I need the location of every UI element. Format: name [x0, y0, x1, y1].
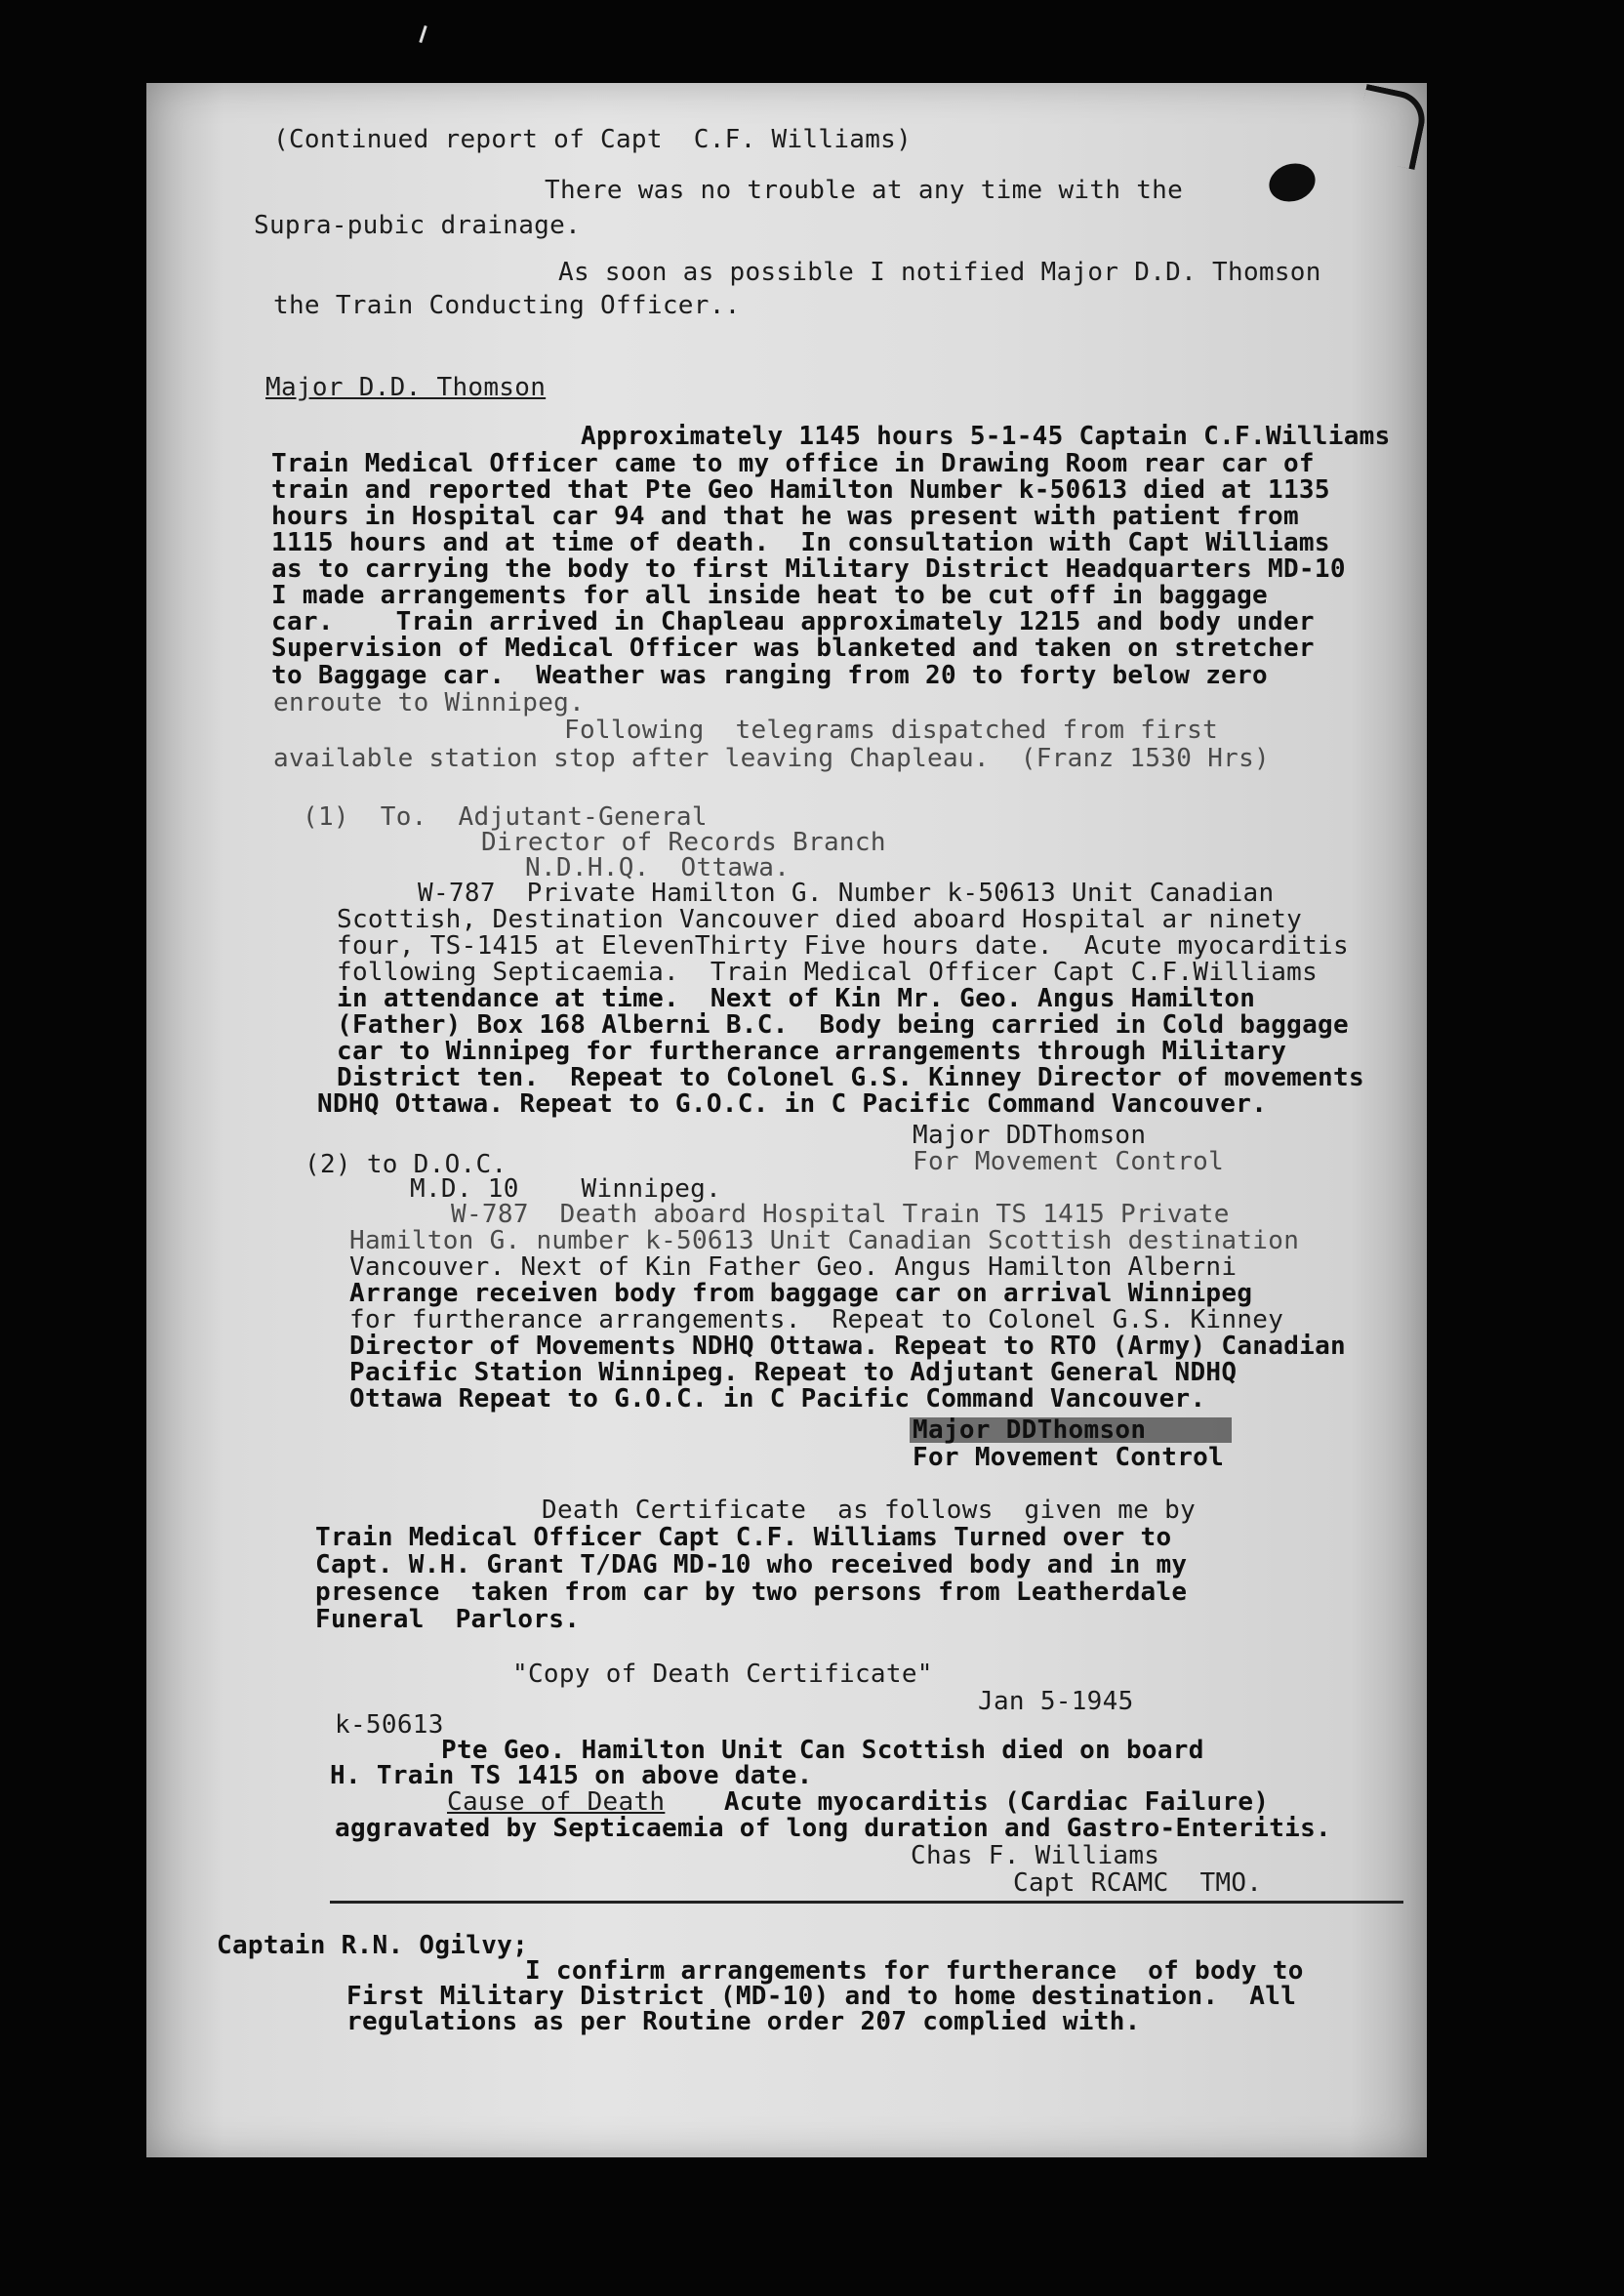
thomson-line-13: available station stop after leaving Chapleau. (Franz 1530 Hrs)	[273, 744, 1271, 773]
telegram1-line-9: (Father) Box 168 Alberni B.C. Body being carried in Cold baggage	[337, 1010, 1349, 1040]
telegram1-line-11: District ten. Repeat to Colonel G.S. Kinney Director of movements	[337, 1063, 1364, 1092]
cert-cause-label: Cause of Death	[447, 1787, 666, 1817]
telegram1-line-7: following Septicaemia. Train Medical Officer Capt C.F.Williams	[337, 958, 1319, 987]
telegram1-line-6: four, TS-1415 at ElevenThirty Five hours date. Acute myocarditis	[337, 931, 1349, 961]
thomson-line-2: Train Medical Officer came to my office in Drawing Room rear car of	[271, 449, 1315, 478]
thomson-line-3: train and reported that Pte Geo Hamilton Number k-50613 died at 1135	[271, 475, 1330, 505]
telegram1-line-5: Scottish, Destination Vancouver died aboard Hospital ar ninety	[337, 905, 1303, 934]
cert-signature-title: Capt RCAMC TMO.	[1013, 1868, 1263, 1898]
telegram2-signature: Major DDThomson	[913, 1415, 1147, 1445]
thomson-line-4: hours in Hospital car 94 and that he was present with patient from	[271, 502, 1299, 531]
telegram1-line-2: Director of Records Branch	[481, 828, 886, 857]
cert-line-1: Pte Geo. Hamilton Unit Can Scottish died on board	[441, 1736, 1204, 1765]
telegram1-signature-title: For Movement Control	[913, 1147, 1225, 1176]
cert-line-4: aggravated by Septicaemia of long duration and Gastro-Enteritis.	[335, 1814, 1332, 1843]
telegram2-line-8: Director of Movements NDHQ Ottawa. Repeat to RTO (Army) Canadian	[349, 1332, 1347, 1361]
thomson-line-6: as to carrying the body to first Military District Headquarters MD-10	[271, 554, 1346, 584]
telegram2-line-5: Vancouver. Next of Kin Father Geo. Angus Hamilton Alberni	[349, 1252, 1238, 1282]
ogilvy-line-2: First Military District (MD-10) and to home destination. All	[346, 1982, 1297, 2011]
thomson-line-1: Approximately 1145 hours 5-1-45 Captain C.F.Williams	[581, 422, 1391, 451]
telegram2-line-6: Arrange receiven body from baggage car on arrival Winnipeg	[349, 1279, 1253, 1308]
thomson-line-7: I made arrangements for all inside heat to be cut off in baggage	[271, 581, 1269, 610]
telegram1-line-8: in attendance at time. Next of Kin Mr. Geo. Angus Hamilton	[337, 984, 1256, 1013]
telegram2-line-9: Pacific Station Winnipeg. Repeat to Adjutant General NDHQ	[349, 1358, 1238, 1387]
ogilvy-line-1: I confirm arrangements for furtherance of body to	[525, 1956, 1304, 1986]
telegram2-line-7: for furtherance arrangements. Repeat to Colonel G.S. Kinney	[349, 1305, 1284, 1334]
cert-signature: Chas F. Williams	[911, 1841, 1160, 1870]
report-header: (Continued report of Capt C.F. Williams)	[273, 125, 913, 154]
film-scratch	[419, 25, 426, 43]
williams-line-4: the Train Conducting Officer..	[273, 291, 741, 320]
williams-line-2: Supra-pubic drainage.	[254, 211, 582, 240]
telegram1-signature: Major DDThomson	[913, 1121, 1147, 1150]
cert-intro-line-4: presence taken from car by two persons from Leatherdale	[315, 1578, 1188, 1607]
cert-intro-line-1: Death Certificate as follows given me by	[542, 1496, 1197, 1525]
telegram2-line-1: (2) to D.O.C.	[304, 1150, 508, 1179]
cert-intro-line-5: Funeral Parlors.	[315, 1605, 581, 1634]
divider-rule	[330, 1901, 1403, 1904]
ogilvy-heading: Captain R.N. Ogilvy;	[217, 1931, 529, 1960]
thomson-line-8: car. Train arrived in Chapleau approximately 1215 and body under	[271, 607, 1315, 636]
thomson-heading: Major D.D. Thomson	[265, 373, 547, 402]
telegram1-line-1: (1) To. Adjutant-General	[303, 802, 708, 832]
cert-date: Jan 5-1945	[978, 1687, 1134, 1716]
telegram1-line-10: car to Winnipeg for furtherance arrangements through Military	[337, 1037, 1287, 1066]
telegram1-line-4: W-787 Private Hamilton G. Number k-50613 Unit Canadian	[418, 879, 1275, 908]
ogilvy-line-3: regulations as per Routine order 207 complied with.	[346, 2007, 1141, 2036]
telegram2-line-4: Hamilton G. number k-50613 Unit Canadian Scottish destination	[349, 1226, 1300, 1255]
thomson-line-10: to Baggage car. Weather was ranging from 20 to forty below zero	[271, 661, 1269, 690]
telegram2-line-10: Ottawa Repeat to G.O.C. in C Pacific Command Vancouver.	[349, 1384, 1206, 1414]
cert-title: "Copy of Death Certificate"	[512, 1660, 933, 1689]
williams-line-1: There was no trouble at any time with the	[545, 176, 1184, 205]
thomson-line-11: enroute to Winnipeg.	[273, 688, 586, 718]
thomson-line-12: Following telegrams dispatched from first	[564, 716, 1219, 745]
cert-cause-value: Acute myocarditis (Cardiac Failure)	[693, 1787, 1270, 1817]
williams-line-3: As soon as possible I notified Major D.D. Thomson	[558, 258, 1321, 287]
cert-line-2: H. Train TS 1415 on above date.	[330, 1761, 813, 1790]
telegram2-line-2: M.D. 10 Winnipeg.	[410, 1174, 722, 1204]
telegram2-line-3: W-787 Death aboard Hospital Train TS 1415 Private	[451, 1200, 1230, 1229]
cert-intro-line-2: Train Medical Officer Capt C.F. Williams Turned over to	[315, 1523, 1172, 1552]
thomson-line-9: Supervision of Medical Officer was blanketed and taken on stretcher	[271, 634, 1315, 663]
telegram1-line-3: N.D.H.Q. Ottawa.	[525, 853, 791, 882]
thomson-line-5: 1115 hours and at time of death. In consultation with Capt Williams	[271, 528, 1330, 557]
telegram1-line-12: NDHQ Ottawa. Repeat to G.O.C. in C Pacific Command Vancouver.	[317, 1089, 1268, 1119]
cert-intro-line-3: Capt. W.H. Grant T/DAG MD-10 who received body and in my	[315, 1550, 1188, 1579]
telegram2-signature-title: For Movement Control	[913, 1443, 1225, 1472]
cert-number: k-50613	[335, 1710, 444, 1740]
